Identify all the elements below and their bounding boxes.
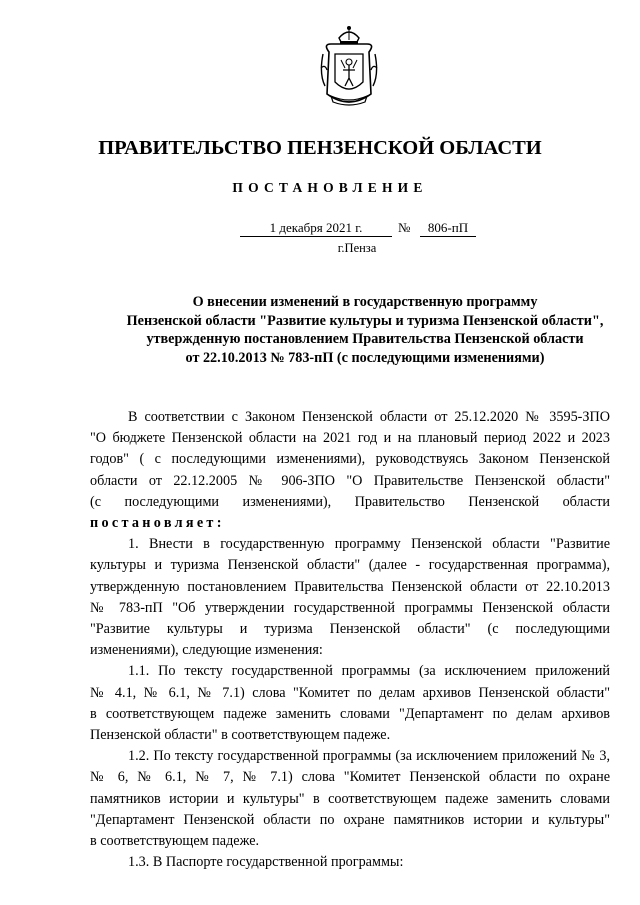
text-line: культуры и туризма Пензенской области" (далее - государственная программа),: [90, 557, 610, 574]
subject-line: от 22.10.2013 № 783-пП (с последующими изменениями): [185, 349, 545, 366]
paragraph-item-1-2: [90, 746, 610, 852]
text-line: № 6, № 6.1, № 7, № 7.1) слова "Комитет Пензенской области по охране: [90, 769, 610, 786]
text-line: 1. Внести в государственную программу Пензенской области "Развитие: [128, 536, 610, 553]
text-line: 1.3. В Паспорте государственной программы:: [128, 854, 404, 871]
text-line: памятников истории и культуры" в соответствующем падеже заменить словами: [90, 790, 610, 807]
document-body: [90, 407, 610, 873]
text-line: № 4.1, № 6.1, № 7.1) слова "Комитет по делам архивов Пензенской области": [90, 684, 610, 701]
paragraph-item-1-3: [90, 852, 610, 873]
text-line: в соответствующем падеже.: [90, 833, 260, 850]
date-number-line: [240, 220, 480, 238]
text-line: № 783-пП "Об утверждении государственной программы Пензенской области: [90, 599, 610, 616]
text-line: "Развитие культуры и туризма Пензенской области" (с последующими: [90, 621, 610, 638]
text-line: в соответствующем падеже заменить словами "Департамент по делам архивов: [90, 705, 610, 722]
coat-of-arms-emblem: [319, 24, 379, 109]
text-line: В соответствии с Законом Пензенской области от 25.12.2020 № 3595-ЗПО: [128, 409, 610, 425]
text-line: "О бюджете Пензенской области на 2021 год и на плановый период 2022 и 2023: [90, 430, 610, 447]
subject-line: утвержденную постановлением Правительства Пензенской области: [146, 331, 584, 347]
resolves-word: постановляет:: [90, 515, 225, 532]
document-type-heading: ПОСТАНОВЛЕНИЕ: [232, 180, 428, 195]
paragraph-preamble: [90, 407, 610, 534]
subject-line: Пензенской области "Развитие культуры и туризма Пензенской области",: [126, 312, 604, 329]
text-line: области от 22.12.2005 № 906-ЗПО "О Правительстве Пензенской области": [90, 472, 610, 489]
text-line: годов" ( с последующими изменениями), руководствуясь Законом Пензенской: [90, 451, 610, 468]
government-title: ПРАВИТЕЛЬСТВО ПЕНЗЕНСКОЙ ОБЛАСТИ: [98, 137, 542, 159]
city-name: г.Пенза: [337, 241, 377, 255]
document-subject: [60, 293, 640, 367]
text-line: 1.1. По тексту государственной программы (за исключением приложений: [128, 663, 610, 680]
text-line: "Департамент Пензенской области по охране памятников истории и культуры": [90, 811, 610, 828]
text-line: 1.2. По тексту государственной программы (за исключением приложений № 3,: [128, 748, 610, 765]
paragraph-item-1-1: [90, 661, 610, 746]
paragraph-item-1: [90, 534, 610, 661]
document-number: 806-пП: [420, 220, 476, 237]
document-date: 1 декабря 2021 г.: [240, 220, 392, 237]
text-line: утвержденную постановлением Правительства Пензенской области от 22.10.2013: [90, 578, 610, 595]
text-line: изменениями), следующие изменения:: [90, 642, 323, 659]
text-line: Пензенской области" в соответствующем падеже.: [90, 727, 391, 744]
text-line: (с последующими изменениями), Правительство Пензенской области: [90, 493, 610, 510]
subject-line: О внесении изменений в государственную программу: [192, 294, 538, 310]
number-sign: №: [398, 220, 411, 235]
